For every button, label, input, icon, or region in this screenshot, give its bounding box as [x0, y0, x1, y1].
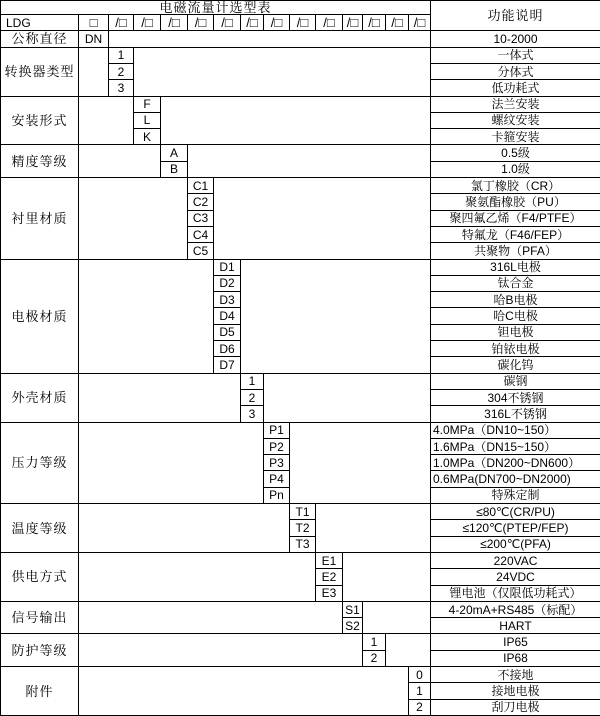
desc-cell: 钛合金 [431, 276, 600, 292]
model-slot: /□ [409, 15, 431, 31]
desc-cell: 0.5级 [431, 145, 600, 161]
group-label-temperature: 温度等级 [1, 504, 79, 553]
group-label-pressure: 压力等级 [1, 423, 79, 505]
model-slot: /□ [214, 15, 241, 31]
empty-cell [386, 634, 431, 667]
model-slot: /□ [363, 15, 386, 31]
desc-cell: 碳化钨 [431, 357, 600, 373]
empty-cell [134, 48, 431, 97]
desc-cell: 接地电极 [431, 683, 600, 699]
desc-cell: 哈B电极 [431, 292, 600, 308]
desc-cell: 低功耗式 [431, 80, 600, 96]
empty-cell [241, 260, 431, 374]
group-label-diameter: 公称直径 [1, 31, 79, 47]
empty-cell [290, 423, 431, 505]
empty-cell [264, 374, 431, 423]
empty-cell [214, 178, 431, 260]
group-label-housing: 外壳材质 [1, 374, 79, 423]
desc-cell: 4.0MPa（DN10~150） [431, 423, 600, 439]
group-label-converter-type: 转换器类型 [1, 48, 79, 97]
code-cell: C3 [188, 211, 214, 227]
empty-cell [79, 97, 134, 146]
desc-cell: 一体式 [431, 48, 600, 64]
model-prefix: LDG [1, 15, 79, 31]
code-cell: 2 [241, 390, 264, 406]
model-box: □ [79, 15, 109, 31]
desc-cell: 特氟龙（F46/FEP） [431, 227, 600, 243]
model-slot: /□ [161, 15, 188, 31]
desc-cell: 聚氨酯橡胶（PU） [431, 194, 600, 210]
group-label-electrode: 电极材质 [1, 260, 79, 374]
desc-cell: ≤80℃(CR/PU) [431, 504, 600, 520]
code-cell: F [134, 97, 161, 113]
desc-cell: 碳钢 [431, 374, 600, 390]
desc-cell: 铂铱电极 [431, 341, 600, 357]
empty-cell [79, 667, 409, 716]
empty-cell [79, 145, 161, 178]
code-cell: Pn [264, 488, 290, 504]
code-cell: K [134, 129, 161, 145]
code-cell: D6 [214, 341, 241, 357]
desc-cell: IP65 [431, 634, 600, 650]
code-cell: L [134, 113, 161, 129]
code-cell: A [161, 145, 188, 161]
desc-cell: 卡箍安装 [431, 129, 600, 145]
desc-cell: 0.6MPa(DN700~DN2000) [431, 471, 600, 487]
code-cell: P4 [264, 471, 290, 487]
code-cell: P2 [264, 439, 290, 455]
desc-cell: ≤200℃(PFA) [431, 537, 600, 553]
desc-cell: 304不锈钢 [431, 390, 600, 406]
code-cell: D7 [214, 357, 241, 373]
code-cell: DN [79, 31, 109, 47]
function-column-header: 功能说明 [431, 1, 600, 31]
desc-cell: ≤120℃(PTEP/FEP) [431, 520, 600, 536]
code-cell: T1 [290, 504, 316, 520]
empty-cell [79, 504, 290, 553]
code-cell: 3 [109, 80, 134, 96]
desc-cell: 316L不锈钢 [431, 406, 600, 422]
desc-cell: 哈C电极 [431, 308, 600, 324]
desc-cell: 不接地 [431, 667, 600, 683]
desc-cell: 锂电池（仅限低功耗式） [431, 586, 600, 602]
desc-cell: 法兰安装 [431, 97, 600, 113]
model-slot: /□ [241, 15, 264, 31]
desc-cell: 1.0级 [431, 162, 600, 178]
code-cell: 3 [241, 406, 264, 422]
model-slot: /□ [188, 15, 214, 31]
empty-cell [343, 553, 431, 602]
empty-cell [79, 374, 241, 423]
group-label-liner: 衬里材质 [1, 178, 79, 260]
empty-cell [79, 634, 363, 667]
group-label-signal-output: 信号输出 [1, 602, 79, 635]
desc-cell: 螺纹安装 [431, 113, 600, 129]
code-cell: E3 [316, 586, 343, 602]
code-cell: D3 [214, 292, 241, 308]
code-cell: C2 [188, 194, 214, 210]
code-cell: P3 [264, 455, 290, 471]
desc-cell: 特殊定制 [431, 488, 600, 504]
model-slot: /□ [290, 15, 316, 31]
model-slot: /□ [343, 15, 363, 31]
empty-cell [79, 178, 188, 260]
group-label-installation: 安装形式 [1, 97, 79, 146]
code-cell: S2 [343, 618, 363, 634]
model-slot: /□ [264, 15, 290, 31]
code-cell: 0 [409, 667, 431, 683]
code-cell: T3 [290, 537, 316, 553]
desc-cell: 220VAC [431, 553, 600, 569]
desc-cell: 24VDC [431, 569, 600, 585]
model-slot: /□ [386, 15, 409, 31]
code-cell: D5 [214, 325, 241, 341]
empty-cell [316, 504, 431, 553]
empty-cell [363, 602, 431, 635]
group-label-power-supply: 供电方式 [1, 553, 79, 602]
model-slot: /□ [109, 15, 134, 31]
code-cell: 2 [363, 651, 386, 667]
code-cell: T2 [290, 520, 316, 536]
code-cell: C4 [188, 227, 214, 243]
desc-cell: 10-2000 [431, 31, 600, 47]
model-slot: /□ [134, 15, 161, 31]
code-cell: D1 [214, 260, 241, 276]
code-cell: E1 [316, 553, 343, 569]
desc-cell: 1.0MPa（DN200~DN600） [431, 455, 600, 471]
empty-cell [79, 602, 343, 635]
code-cell: 2 [409, 700, 431, 716]
code-cell: 1 [363, 634, 386, 650]
desc-cell: 316L电极 [431, 260, 600, 276]
empty-cell [79, 553, 316, 602]
group-label-accessories: 附件 [1, 667, 79, 716]
desc-cell: 聚四氟乙烯（F4/PTFE） [431, 211, 600, 227]
code-cell: E2 [316, 569, 343, 585]
code-cell: 2 [109, 64, 134, 80]
empty-cell [109, 31, 431, 47]
desc-cell: 刮刀电极 [431, 700, 600, 716]
desc-cell: 氯丁橡胶（CR） [431, 178, 600, 194]
desc-cell: IP68 [431, 651, 600, 667]
code-cell: B [161, 162, 188, 178]
model-slot: /□ [316, 15, 343, 31]
code-cell: C1 [188, 178, 214, 194]
desc-cell: 共聚物（PFA） [431, 243, 600, 259]
desc-cell: 分体式 [431, 64, 600, 80]
empty-cell [188, 145, 431, 178]
desc-cell: 钽电极 [431, 325, 600, 341]
code-cell: P1 [264, 423, 290, 439]
group-label-protection: 防护等级 [1, 634, 79, 667]
empty-cell [79, 423, 264, 505]
desc-cell: 4-20mA+RS485（标配） [431, 602, 600, 618]
code-cell: S1 [343, 602, 363, 618]
desc-cell: 1.6MPa（DN15~150） [431, 439, 600, 455]
code-cell: D2 [214, 276, 241, 292]
group-label-accuracy: 精度等级 [1, 145, 79, 178]
table-title: 电磁流量计选型表 [1, 1, 431, 15]
desc-cell: HART [431, 618, 600, 634]
code-cell: D4 [214, 308, 241, 324]
empty-cell [161, 97, 431, 146]
empty-cell [79, 48, 109, 97]
empty-cell [79, 260, 214, 374]
code-cell: C5 [188, 243, 214, 259]
code-cell: 1 [109, 48, 134, 64]
code-cell: 1 [409, 683, 431, 699]
code-cell: 1 [241, 374, 264, 390]
